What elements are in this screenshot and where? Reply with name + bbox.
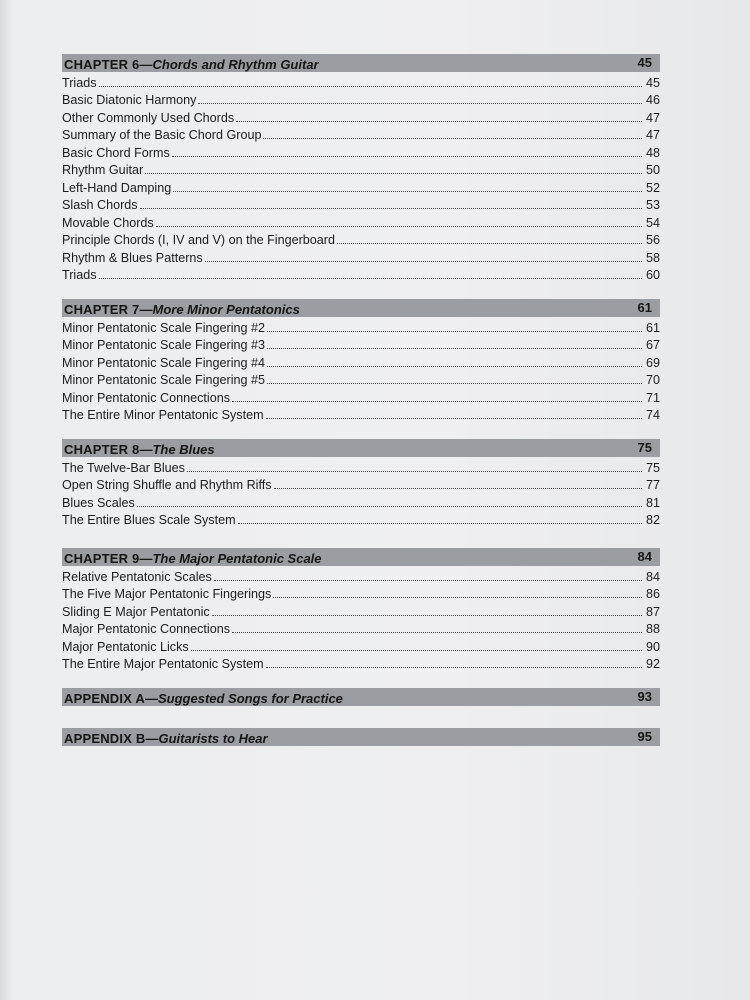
toc-entry <box>62 143 660 161</box>
dot-leader <box>212 615 642 616</box>
toc-entry-page: 45 <box>645 75 660 90</box>
chapter-number: CHAPTER 8 <box>64 442 140 457</box>
toc-entry <box>62 126 660 144</box>
toc-entry-page: 47 <box>645 110 660 125</box>
appendix-header <box>62 728 660 746</box>
toc-entry <box>62 406 660 424</box>
toc-entry-page: 48 <box>645 145 660 160</box>
appendix-title: Guitarists to Hear <box>158 731 268 746</box>
toc-entry-title: Minor Pentatonic Scale Fingering #2 <box>62 320 266 335</box>
toc-entry-title: Other Commonly Used Chords <box>62 110 235 125</box>
toc-entry <box>62 196 660 214</box>
toc-entry-page: 92 <box>645 657 660 671</box>
toc-entry <box>62 353 660 371</box>
dot-leader <box>205 261 642 262</box>
toc-entry <box>62 248 660 266</box>
toc-entry <box>62 108 660 126</box>
toc-entry-title: Triads <box>62 268 97 282</box>
toc-entry-page: 77 <box>645 478 660 492</box>
dot-leader <box>267 366 642 367</box>
dot-leader <box>232 401 642 402</box>
toc-entry <box>62 266 660 284</box>
toc-entry-title: Triads <box>62 75 97 90</box>
toc-entry <box>62 388 660 406</box>
dot-leader <box>140 208 642 209</box>
toc-entry <box>62 371 660 389</box>
toc-entry <box>62 91 660 109</box>
toc-entry <box>62 458 660 476</box>
appendix-letter: APPENDIX B <box>64 731 146 746</box>
chapter-section <box>62 548 660 672</box>
toc-entry-title: Basic Chord Forms <box>62 145 170 160</box>
toc-entry <box>62 161 660 179</box>
toc-entry-title: Relative Pentatonic Scales <box>62 569 212 584</box>
appendix-label <box>64 731 268 746</box>
dot-leader <box>232 632 642 633</box>
dot-leader <box>274 488 642 489</box>
chapter-page-number: 45 <box>637 55 652 70</box>
toc-entry-title: Summary of the Basic Chord Group <box>62 128 262 142</box>
dot-leader <box>173 191 642 192</box>
chapter-page-number: 84 <box>637 549 652 564</box>
chapter-header <box>62 439 660 457</box>
toc-entry-page: 52 <box>645 180 660 195</box>
toc-entry-title: The Entire Minor Pentatonic System <box>62 408 264 422</box>
chapter-label <box>64 57 319 72</box>
toc-entry-page: 74 <box>645 408 660 422</box>
chapter-section <box>62 299 660 423</box>
dot-leader <box>99 86 642 87</box>
toc-entry <box>62 511 660 529</box>
toc-entry-page: 61 <box>645 320 660 335</box>
toc-entry-page: 60 <box>645 268 660 282</box>
dot-leader <box>273 597 642 598</box>
toc-entry <box>62 318 660 336</box>
dot-leader <box>145 173 642 174</box>
toc-entry <box>62 231 660 249</box>
toc-entry-title: The Five Major Pentatonic Fingerings <box>62 587 272 601</box>
chapter-label <box>64 551 322 566</box>
toc-entry-title: Sliding E Major Pentatonic <box>62 604 210 619</box>
dot-leader <box>267 331 642 332</box>
toc-entry-title: The Entire Blues Scale System <box>62 513 236 527</box>
toc-entry <box>62 493 660 511</box>
chapter-label <box>64 302 300 317</box>
appendix-letter: APPENDIX A <box>64 691 145 706</box>
appendix-label <box>64 691 343 706</box>
toc-entry-page: 53 <box>645 198 660 212</box>
chapter-page-number: 61 <box>637 300 652 315</box>
toc-entry-page: 84 <box>645 569 660 584</box>
dot-leader <box>337 243 642 244</box>
toc-entry <box>62 336 660 354</box>
appendix-separator: — <box>145 731 159 746</box>
toc-entry-page: 70 <box>645 373 660 387</box>
dot-leader <box>267 348 642 349</box>
dot-leader <box>198 103 642 104</box>
toc-entry <box>62 602 660 620</box>
toc-entry-title: Minor Pentatonic Scale Fingering #4 <box>62 355 266 370</box>
chapter-title: Chords and Rhythm Guitar <box>152 57 319 72</box>
toc-entry-page: 56 <box>645 233 660 247</box>
toc-entry-title: Basic Diatonic Harmony <box>62 93 197 107</box>
dot-leader <box>137 506 642 507</box>
toc-entry <box>62 178 660 196</box>
toc-entry-page: 90 <box>645 639 660 654</box>
chapter-separator: — <box>139 551 153 566</box>
table-of-contents <box>62 54 660 747</box>
chapter-separator: — <box>139 57 153 72</box>
toc-entry-title: Rhythm & Blues Patterns <box>62 250 203 265</box>
toc-entry <box>62 213 660 231</box>
toc-entry-title: The Twelve-Bar Blues <box>62 460 185 475</box>
appendix-title: Suggested Songs for Practice <box>157 691 343 706</box>
toc-entry-page: 86 <box>645 587 660 601</box>
toc-entry-title: The Entire Major Pentatonic System <box>62 657 264 671</box>
toc-entry-title: Open String Shuffle and Rhythm Riffs <box>62 478 272 492</box>
toc-entry-title: Slash Chords <box>62 198 138 212</box>
appendix-separator: — <box>144 691 158 706</box>
appendix-page-number: 95 <box>637 729 652 744</box>
dot-leader <box>266 418 642 419</box>
toc-entry-page: 47 <box>645 128 660 142</box>
appendix-section <box>62 688 660 706</box>
chapter-title: The Major Pentatonic Scale <box>152 551 322 566</box>
dot-leader <box>236 121 642 122</box>
toc-entry-title: Movable Chords <box>62 215 154 230</box>
toc-entry-page: 82 <box>645 513 660 527</box>
toc-entry-page: 75 <box>645 460 660 475</box>
toc-entry-page: 69 <box>645 355 660 370</box>
chapter-section <box>62 439 660 528</box>
toc-entry-title: Principle Chords (I, IV and V) on the Fingerboard <box>62 233 336 247</box>
toc-entry <box>62 476 660 494</box>
toc-entry-title: Minor Pentatonic Scale Fingering #5 <box>62 373 266 387</box>
toc-entry <box>62 567 660 585</box>
chapter-separator: — <box>139 302 153 317</box>
chapter-title: The Blues <box>152 442 215 457</box>
dot-leader <box>172 156 642 157</box>
toc-entry-title: Left-Hand Damping <box>62 180 172 195</box>
chapter-label <box>64 442 215 457</box>
dot-leader <box>266 667 642 668</box>
toc-entry-title: Blues Scales <box>62 495 135 510</box>
toc-entry-page: 87 <box>645 604 660 619</box>
toc-entry-page: 58 <box>645 250 660 265</box>
toc-entry-page: 71 <box>645 390 660 405</box>
chapter-number: CHAPTER 6 <box>64 57 140 72</box>
dot-leader <box>156 226 642 227</box>
chapter-section <box>62 54 660 283</box>
dot-leader <box>263 138 642 139</box>
toc-entry <box>62 637 660 655</box>
chapter-number: CHAPTER 7 <box>64 302 140 317</box>
dot-leader <box>238 523 642 524</box>
toc-entry-page: 54 <box>645 215 660 230</box>
toc-entry-title: Major Pentatonic Connections <box>62 622 231 636</box>
toc-entry-page: 81 <box>645 495 660 510</box>
toc-entry <box>62 655 660 673</box>
chapter-number: CHAPTER 9 <box>64 551 140 566</box>
toc-entry-title: Rhythm Guitar <box>62 163 144 177</box>
toc-entry-title: Major Pentatonic Licks <box>62 639 189 654</box>
toc-entry <box>62 620 660 638</box>
appendix-section <box>62 728 660 746</box>
toc-entry-page: 50 <box>645 163 660 177</box>
chapter-title: More Minor Pentatonics <box>152 302 300 317</box>
appendix-page-number: 93 <box>637 689 652 704</box>
dot-leader <box>99 278 642 279</box>
dot-leader <box>267 383 642 384</box>
appendix-header <box>62 688 660 706</box>
toc-entry <box>62 73 660 91</box>
chapter-header <box>62 548 660 566</box>
chapter-header <box>62 54 660 72</box>
toc-entry-title: Minor Pentatonic Connections <box>62 390 231 405</box>
toc-entry <box>62 585 660 603</box>
dot-leader <box>187 471 642 472</box>
toc-entry-page: 46 <box>645 93 660 107</box>
chapter-page-number: 75 <box>637 440 652 455</box>
chapter-separator: — <box>139 442 153 457</box>
toc-entry-page: 88 <box>645 622 660 636</box>
dot-leader <box>191 650 642 651</box>
toc-entry-page: 67 <box>645 338 660 352</box>
chapter-header <box>62 299 660 317</box>
dot-leader <box>214 580 642 581</box>
toc-entry-title: Minor Pentatonic Scale Fingering #3 <box>62 338 266 352</box>
